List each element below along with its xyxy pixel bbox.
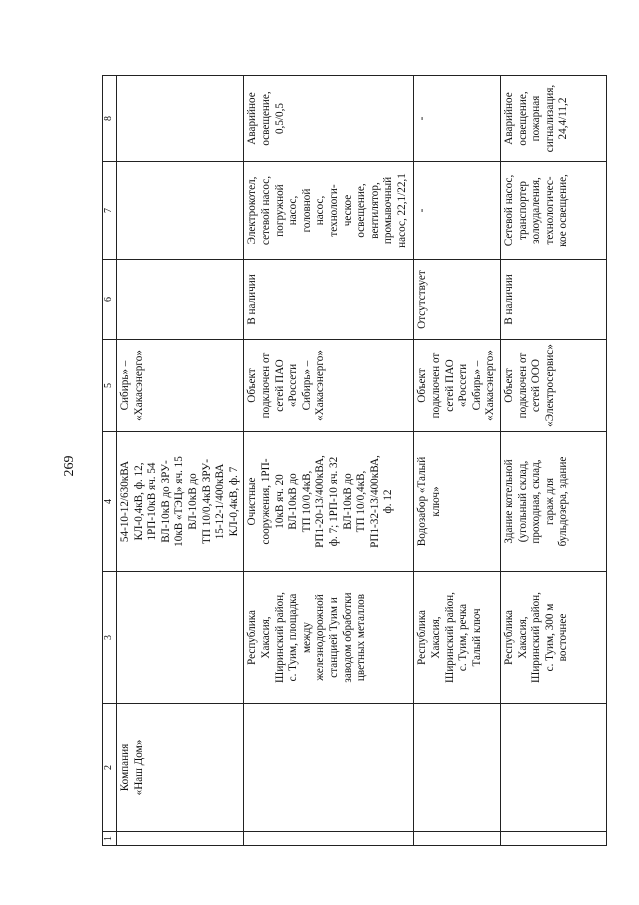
table-cell [414,832,501,846]
table-cell [244,704,414,832]
table-row [414,76,501,846]
column-number: 5 [103,340,117,432]
table-cell: Электрокотел, сетевой насос, погружной насос, головной насос, технологи- ческое освещение, вентилятор, промывочный насос, 22,1/22,1 [244,162,414,260]
table-cell: Республика Хакасия, Ширинский район, с. Туим, речка Талый ключ [414,572,501,704]
table-cell: Сибирь» – «Хакасэнерго» [117,340,244,432]
table-cell: В наличии [500,260,606,340]
column-number: 4 [103,432,117,572]
column-number-row [103,76,117,846]
table-cell: - [414,162,501,260]
table-cell: Здание котельной (угольный склад, проходная, склад, гараж для бульдозера, здание [500,432,606,572]
column-number: 2 [103,704,117,832]
table-row [500,76,606,846]
rotated-table-container [102,76,578,846]
table-cell: Сетевой насос, транспортер золоудаления, технологичес- кое освещение, [500,162,606,260]
column-number: 6 [103,260,117,340]
table-cell: Аварийное освещение, 0,5/0,5 [244,76,414,162]
table-cell: Объект подключен от сетей ПАО «Россети Сибирь» – «Хакасэнерго» [414,340,501,432]
table-cell: 54-10-12/630кВА КЛ-0,4кВ, ф. 12, 1РП-10кВ яч. 54 ВЛ-10кВ до ЗРУ- 10кВ «ТЭЦ» яч. 15 ВЛ-10кВ до ТП 10/0,4кВ ЗРУ- 15-12-1/400кВА КЛ-0,4кВ, ф. 7 [117,432,244,572]
table-cell [117,572,244,704]
table-cell: В наличии [244,260,414,340]
table-cell: Очистные сооружения, 1РП- 10кВ яч. 20 ВЛ-10кВ до ТП 10/0,4кВ, РП1-20-13/400кВА, ф. 7; 1РП-10 яч. 32 ВЛ-10кВ до ТП 10/0,4кВ, РП1-32-13/400кВА, ф. 12 [244,432,414,572]
table-cell [117,76,244,162]
table-cell: Республика Хакасия, Ширинский район, с. Туим, 300 м восточнее [500,572,606,704]
table-cell [244,832,414,846]
page-number: 269 [62,455,77,477]
column-number: 7 [103,162,117,260]
table-cell [117,832,244,846]
table-cell: - [414,76,501,162]
table-cell: Республика Хакасия, Ширинский район, с. Туим, площадка между железнодорожной станцией Туим и заводом обработки цветных металлов [244,572,414,704]
table-cell [500,704,606,832]
column-number: 8 [103,76,117,162]
table-cell [414,704,501,832]
table-row [117,76,244,846]
table-cell [117,162,244,260]
table-cell: Водозабор «Талый ключ» [414,432,501,572]
table-cell: Аварийное освещение, пожарная сигнализация, 24,4/11,2 [500,76,606,162]
table-cell [500,832,606,846]
table-cell: Компания «Наш Дом» [117,704,244,832]
column-number: 3 [103,572,117,704]
column-number: 1 [103,832,117,846]
table-cell: Объект подключен от сетей ООО «Электросервис» [500,340,606,432]
data-table [102,75,607,846]
table-cell: Отсутствует [414,260,501,340]
table-cell [117,260,244,340]
table-row [244,76,414,846]
table-cell: Объект подключен от сетей ПАО «Россети Сибирь» – «Хакасэнерго» [244,340,414,432]
